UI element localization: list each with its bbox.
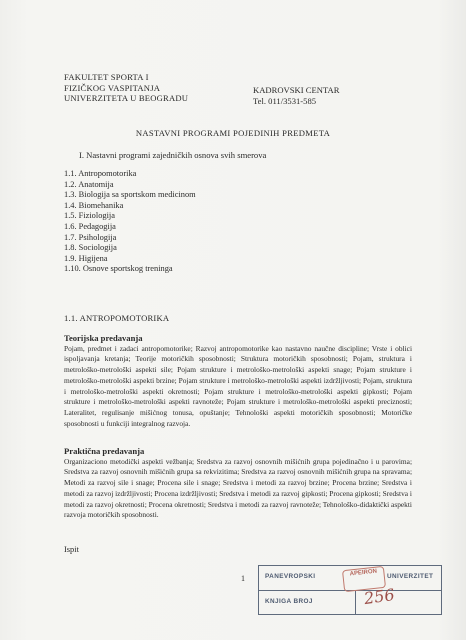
subject-item: 1.4. Biomehanika (64, 200, 124, 210)
subject-item: 1.2. Anatomija (64, 179, 114, 189)
stamp-seal-text: APEIRON (349, 568, 378, 578)
subject-list (64, 169, 196, 275)
institution-line: FAKULTET SPORTA I (64, 72, 149, 82)
subject-item: 1.9. Higijena (64, 253, 108, 263)
section-heading: I. Nastavni programi zajedničkih osnova svih smerova (79, 150, 267, 160)
subject-item: 1.5. Fiziologija (64, 211, 115, 221)
subject-item: 1.7. Psihologija (64, 232, 117, 242)
theory-text: Pojam, predmet i zadaci antropomotorike; Razvoj antropomotorike kao nastavno naučne discipline; Vrste i oblici ispoljavanja kretanja; Teorije motoričkih sposobnosti; Struktura motoričkih sposobnosti; Pojam, struktura i metrološko-metrološki aspekti sile; Pojam strukture i metrološko-metrološki aspekti snage; Pojam strukture i metrološko-metrološki aspekti brzine; Pojam strukture i metrološko-metrološki aspekti izdržljivosti; Pojam, struktura i metrološko-metrološki aspekti okretnosti; Pojam strukture i metrološko-metrološki aspekti gipkosti; Pojam strukture i metrološko-metrološki aspekti ravnoteže; Pojam strukture i metrološko-metrološki aspekti preciznosti; Lateralitet, regulisanje mišićnog tonusa, opuštanje; Tehnološki aspekti motoričkih sposobnosti; Motoričke sposobnosti u funkciji integralnog razvoja. (64, 343, 412, 428)
practice-block (64, 446, 412, 521)
subject-item: 1.8. Sociologija (64, 243, 117, 253)
subject-item: 1.3. Biologija sa sportskom medicinom (64, 190, 196, 200)
stamp-text-right: UNIVERZITET (387, 573, 434, 580)
page-number: 1 (241, 574, 245, 583)
institution-header (64, 72, 188, 104)
stamp-book-number: 256 (362, 584, 396, 609)
department-name: KADROVSKI CENTAR (253, 85, 340, 95)
subject-item: 1.6. Pedagogija (64, 221, 116, 231)
practice-text: Organizaciono metodički aspekti vežbanja; Sredstva za razvoj osnovnih mišićnih grupa pojedinačno i u parovima; Sredstva za razvoj osnovnih mišićnih grupa sa rekvizitima; Sredstva za razvoj osnovnih mišićnih grupa na spravama; Metodi za razvoj sile i snage; Procena sile i snage; Sredstva i metodi za razvoj brzine; Procena brzine; Sredstva i metodi za razvoj izdržljivosti; Procena izdržljivosti; Sredstva i metodi za razvoj gipkosti; Procena gipkosti; Sredstva i metodi za razvoj okretnosti; Procena okretnosti; Sredstva i metodi za razvoj ravnoteže; Tehnološko-didaktički aspekti razvoja motoričkih sposobnosti. (64, 456, 412, 520)
stamp-book-label: KNJIGA BROJ (265, 598, 313, 605)
practice-heading: Praktična predavanja (64, 446, 145, 456)
theory-block (64, 333, 412, 429)
department-phone: Tel. 011/3531-585 (253, 95, 317, 106)
department-header (253, 85, 339, 106)
stamp-text-left: PANEVROPSKI (265, 573, 316, 580)
theory-heading: Teorijska predavanja (64, 333, 143, 343)
subject-item: 1.1. Antropomotorika (64, 169, 137, 178)
institution-line: UNIVERZITETA U BEOGRADU (64, 93, 189, 103)
exam-heading: Ispit (64, 545, 79, 554)
institution-line: FIZIČKOG VASPITANJA (64, 82, 161, 93)
subject-heading: 1.1. ANTROPOMOTORIKA (64, 313, 170, 323)
document-title: NASTAVNI PROGRAMI POJEDINIH PREDMETA (135, 128, 331, 138)
subject-item: 1.10. Osnove sportskog treninga (64, 264, 173, 274)
library-stamp (258, 565, 442, 615)
stamp-divider (355, 590, 356, 614)
